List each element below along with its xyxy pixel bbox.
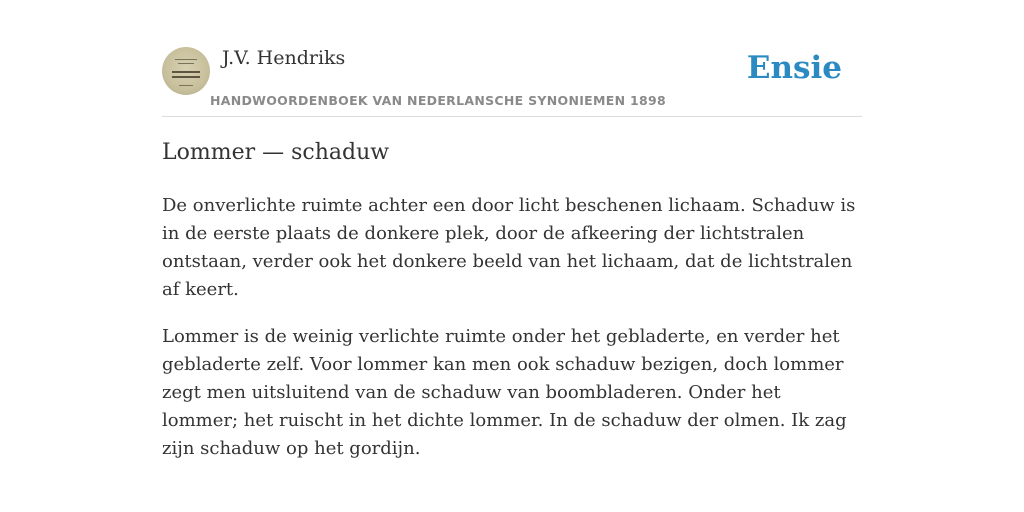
brand-logo[interactable]: Ensie	[746, 50, 842, 86]
entry-header	[162, 46, 862, 117]
entry-paragraph: Lommer is de weinig verlichte ruimte onder het gebladerte, en verder het gebladerte zelf. Voor lommer kan men ook schaduw bezigen, doch lommer zegt men uitsluitend van de schaduw van boombladeren. Onder het lommer; het ruischt in het dichte lommer. In de schaduw der olmen. Ik zag zijn schaduw op het gordijn.	[162, 326, 847, 459]
book-cover-avatar[interactable]	[162, 47, 210, 95]
entry-paragraph: De onverlichte ruimte achter een door licht beschenen lichaam. Schaduw is in de eerste plaats de donkere plek, door de afkeering der lichtstralen ontstaan, verder ook het donkere beeld van het lichaam, dat de lichtstralen af keert.	[162, 195, 856, 300]
entry-title: Lommer — schaduw	[162, 140, 390, 165]
entry-body	[162, 192, 862, 482]
source-title[interactable]: HANDWOORDENBOEK VAN NEDERLANSCHE SYNONIEMEN 1898	[210, 93, 667, 108]
author-name[interactable]: J.V. Hendriks	[222, 47, 346, 69]
